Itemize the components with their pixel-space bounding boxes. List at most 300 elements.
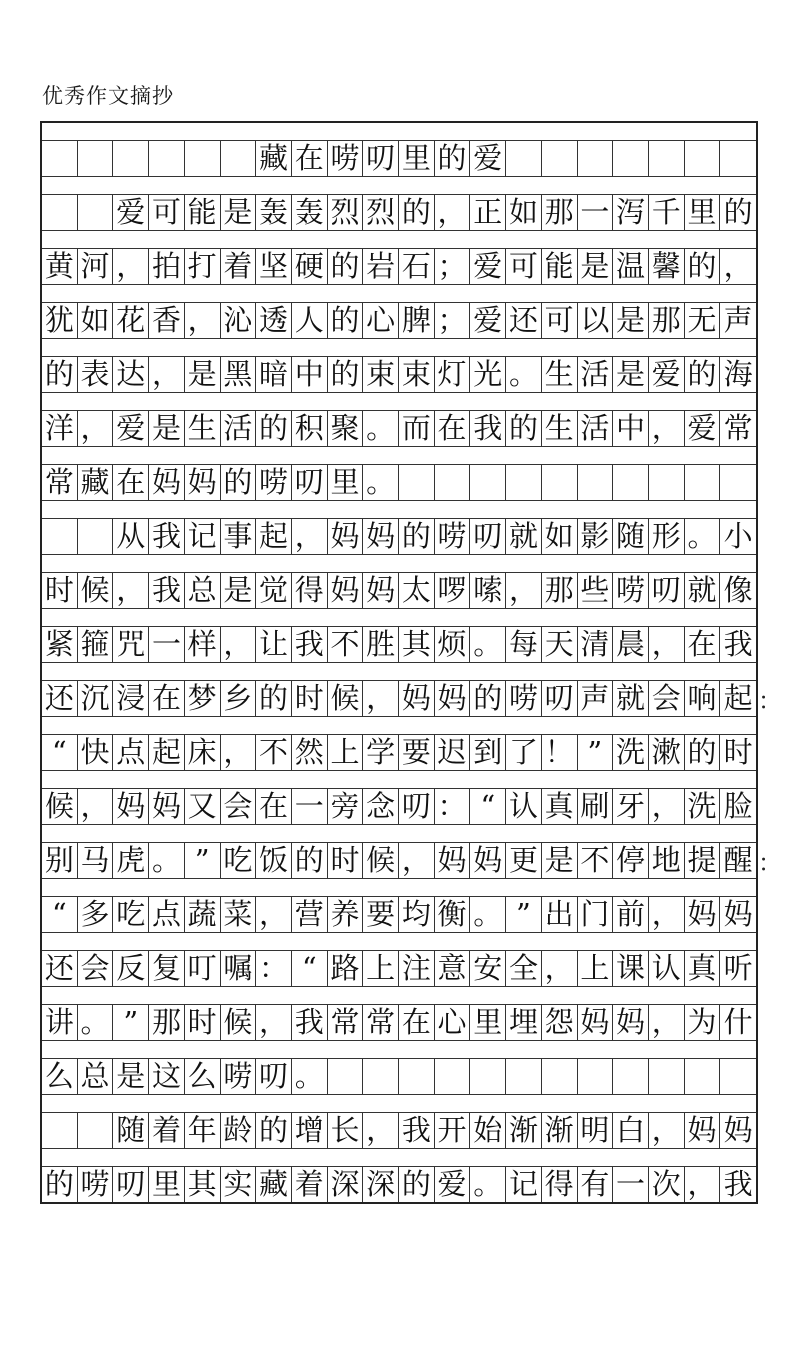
grid-cell: 就 bbox=[613, 680, 649, 716]
grid-cell: 里 bbox=[399, 140, 435, 176]
grid-cell: 妈 bbox=[685, 896, 721, 932]
grid-cell: 长 bbox=[328, 1112, 364, 1148]
grid-cell: 妈 bbox=[685, 1112, 721, 1148]
essay-line bbox=[42, 1149, 756, 1202]
grid-cell: 影 bbox=[578, 518, 614, 554]
grid-cell: 开 bbox=[435, 1112, 471, 1148]
grid-cell bbox=[42, 1112, 78, 1148]
grid-cell bbox=[363, 1058, 399, 1094]
grid-cell: 我 bbox=[292, 626, 328, 662]
grid-cell: 叨 bbox=[649, 572, 685, 608]
grid-cell: ， bbox=[113, 572, 149, 608]
grid-cell: 随 bbox=[613, 518, 649, 554]
grid-cell: 声 bbox=[578, 680, 614, 716]
grid-cell: 的 bbox=[292, 842, 328, 878]
grid-cell: 香 bbox=[149, 302, 185, 338]
grid-cell: 在 bbox=[149, 680, 185, 716]
grid-cell: 念 bbox=[363, 788, 399, 824]
grid-cell: 打 bbox=[185, 248, 221, 284]
grid-cell: 像 bbox=[723, 572, 753, 607]
grid-cell: 一 bbox=[613, 1166, 649, 1202]
grid-cell bbox=[435, 1058, 471, 1094]
grid-cell: ” bbox=[113, 1004, 149, 1040]
grid-cell: 爱 bbox=[470, 140, 506, 176]
grid-cell: 注 bbox=[399, 950, 435, 986]
grid-cell: 的 bbox=[328, 302, 364, 338]
grid-cell: 能 bbox=[542, 248, 578, 284]
grid-cell: 深 bbox=[363, 1166, 399, 1202]
grid-cell: ” bbox=[506, 896, 542, 932]
essay-line bbox=[42, 231, 756, 285]
grid-cell: 暗 bbox=[256, 356, 292, 392]
grid-cell: 马 bbox=[78, 842, 114, 878]
grid-cell: 常 bbox=[328, 1004, 364, 1040]
grid-cell: 这 bbox=[149, 1058, 185, 1094]
composition-grid-paper bbox=[40, 121, 782, 1204]
grid-cell: 叨 bbox=[470, 518, 506, 554]
grid-cell: 前 bbox=[613, 896, 649, 932]
grid-cell: 叨 bbox=[113, 1166, 149, 1202]
grid-cell: 时 bbox=[292, 680, 328, 716]
grid-cell: 形 bbox=[649, 518, 685, 554]
grid-cell bbox=[685, 464, 721, 500]
grid-cell: 紧 bbox=[42, 626, 78, 662]
grid-cell: 活 bbox=[221, 410, 257, 446]
grid-cell: ， bbox=[435, 194, 471, 230]
grid-cell: 么 bbox=[42, 1058, 78, 1094]
grid-cell bbox=[649, 140, 685, 176]
grid-cell: 如 bbox=[506, 194, 542, 230]
grid-cell: 得 bbox=[542, 1166, 578, 1202]
grid-cell: 在 bbox=[256, 788, 292, 824]
grid-cell: 吃 bbox=[113, 896, 149, 932]
grid-cell: 太 bbox=[399, 572, 435, 608]
grid-cell: 的 bbox=[42, 1166, 78, 1202]
grid-cell: 其 bbox=[399, 626, 435, 662]
grid-cell: 是 bbox=[149, 410, 185, 446]
grid-cell bbox=[685, 1058, 721, 1094]
grid-cell: 到 bbox=[470, 734, 506, 770]
grid-cell: 出 bbox=[542, 896, 578, 932]
grid-cell: 在 bbox=[113, 464, 149, 500]
grid-cell: 啰 bbox=[435, 572, 471, 608]
grid-cell: 犹 bbox=[42, 302, 78, 338]
grid-cell bbox=[578, 464, 614, 500]
grid-cell: 箍 bbox=[78, 626, 114, 662]
grid-cell: 妈 bbox=[328, 572, 364, 608]
grid-cell: 一 bbox=[292, 788, 328, 824]
grid-cell: 是 bbox=[613, 356, 649, 392]
grid-cell bbox=[328, 1058, 364, 1094]
grid-cell: 增 bbox=[292, 1112, 328, 1148]
grid-cell: 刷 bbox=[578, 788, 614, 824]
grid-cell: 课 bbox=[613, 950, 649, 986]
grid-cell: 蔬 bbox=[185, 896, 221, 932]
essay-line bbox=[42, 933, 756, 987]
grid-cell: 明 bbox=[578, 1112, 614, 1148]
grid-cell: 起 bbox=[723, 680, 753, 715]
grid-cell: 妈 bbox=[723, 1112, 753, 1147]
grid-cell: 河 bbox=[78, 248, 114, 284]
grid-cell: 地 bbox=[649, 842, 685, 878]
grid-cell: 妈 bbox=[723, 896, 753, 931]
grid-cell bbox=[720, 1058, 756, 1094]
grid-cell: 轰 bbox=[256, 194, 292, 230]
grid-cell bbox=[221, 140, 257, 176]
grid-cell: 白 bbox=[613, 1112, 649, 1148]
grid-cell bbox=[685, 140, 721, 176]
grid-cell: 妈 bbox=[185, 464, 221, 500]
essay-line bbox=[42, 879, 756, 933]
grid-cell: 。 bbox=[470, 1166, 506, 1202]
grid-cell: 醒 bbox=[723, 842, 753, 877]
grid-cell: ， bbox=[649, 788, 685, 824]
grid-cell: 活 bbox=[578, 356, 614, 392]
grid-cell: 能 bbox=[185, 194, 221, 230]
grid-cell bbox=[78, 1112, 114, 1148]
grid-cell: 花 bbox=[113, 302, 149, 338]
grid-cell: 的 bbox=[399, 1166, 435, 1202]
grid-cell: 积 bbox=[292, 410, 328, 446]
grid-cell: 年 bbox=[185, 1112, 221, 1148]
grid-cell: 拍 bbox=[149, 248, 185, 284]
grid-cell bbox=[542, 464, 578, 500]
grid-cell: 脸 bbox=[723, 788, 753, 823]
grid-cell: 上 bbox=[363, 950, 399, 986]
grid-cell: 上 bbox=[578, 950, 614, 986]
grid-cell: 妈 bbox=[328, 518, 364, 554]
grid-cell: 记 bbox=[506, 1166, 542, 1202]
grid-cell: 叨 bbox=[256, 1058, 292, 1094]
grid-cell: 的 bbox=[723, 194, 753, 229]
grid-cell: 实 bbox=[221, 1166, 257, 1202]
grid-cell: 晨 bbox=[613, 626, 649, 662]
grid-cell: 总 bbox=[185, 572, 221, 608]
grid-cell: 。 bbox=[149, 842, 185, 878]
grid-cell: 天 bbox=[542, 626, 578, 662]
grid-cell: 总 bbox=[78, 1058, 114, 1094]
grid-cell bbox=[613, 464, 649, 500]
grid-cell bbox=[613, 140, 649, 176]
grid-cell: 而 bbox=[399, 410, 435, 446]
grid-cell: 妈 bbox=[363, 572, 399, 608]
grid-cell: 床 bbox=[185, 734, 221, 770]
grid-cell: ， bbox=[506, 572, 542, 608]
grid-cell: 更 bbox=[506, 842, 542, 878]
grid-cell: 响 bbox=[685, 680, 721, 716]
grid-cell: 黄 bbox=[42, 248, 78, 284]
grid-cell: 点 bbox=[149, 896, 185, 932]
grid-cell: ， bbox=[542, 950, 578, 986]
grid-cell: 深 bbox=[328, 1166, 364, 1202]
grid-cell: 的 bbox=[42, 356, 78, 392]
grid-cell: 在 bbox=[685, 626, 721, 662]
grid-cell: 脾 bbox=[399, 302, 435, 338]
grid-cell: 就 bbox=[685, 572, 721, 608]
grid-cell bbox=[720, 464, 756, 500]
grid-cell: 认 bbox=[506, 788, 542, 824]
grid-cell: 那 bbox=[649, 302, 685, 338]
grid-cell: 岩 bbox=[363, 248, 399, 284]
grid-cell: 。 bbox=[506, 356, 542, 392]
grid-cell bbox=[506, 1058, 542, 1094]
grid-cell bbox=[649, 464, 685, 500]
grid-cell: 叮 bbox=[185, 950, 221, 986]
grid-cell: 叨 bbox=[399, 788, 435, 824]
grid-cell: 的 bbox=[685, 734, 721, 770]
essay-line bbox=[42, 501, 756, 555]
grid-cell: 时 bbox=[328, 842, 364, 878]
grid-cell: 。 bbox=[292, 1058, 328, 1094]
grid-cell: 记 bbox=[185, 518, 221, 554]
essay-line bbox=[42, 285, 756, 339]
grid-cell: 心 bbox=[363, 302, 399, 338]
grid-cell: 束 bbox=[399, 356, 435, 392]
grid-cell: 梦 bbox=[185, 680, 221, 716]
grid-cell: 全 bbox=[506, 950, 542, 986]
grid-cell: 我 bbox=[723, 1166, 753, 1201]
grid-cell: 些 bbox=[578, 572, 614, 608]
grid-cell: 快 bbox=[78, 734, 114, 770]
grid-cell: 在 bbox=[292, 140, 328, 176]
grid-cell: 的 bbox=[256, 1112, 292, 1148]
grid-cell: 学 bbox=[363, 734, 399, 770]
grid-cell: 么 bbox=[185, 1058, 221, 1094]
grid-cell: 妈 bbox=[613, 1004, 649, 1040]
grid-cell: 时 bbox=[42, 572, 78, 608]
essay-line bbox=[42, 987, 756, 1041]
grid-cell: 时 bbox=[723, 734, 753, 769]
grid-cell: 唠 bbox=[221, 1058, 257, 1094]
grid-cell: 我 bbox=[149, 572, 185, 608]
grid-cell: 怨 bbox=[542, 1004, 578, 1040]
grid-cell: 的 bbox=[328, 248, 364, 284]
grid-cell: 灯 bbox=[435, 356, 471, 392]
grid-cell: 还 bbox=[42, 950, 78, 986]
grid-cell: 可 bbox=[542, 302, 578, 338]
grid-cell: 里 bbox=[328, 464, 364, 500]
grid-cell: 洋 bbox=[42, 410, 78, 446]
grid-cell: 是 bbox=[221, 572, 257, 608]
grid-cell: 妈 bbox=[435, 842, 471, 878]
essay-line bbox=[42, 825, 782, 879]
grid-cell: 一 bbox=[149, 626, 185, 662]
grid-cell: 每 bbox=[506, 626, 542, 662]
grid-cell: 唠 bbox=[506, 680, 542, 716]
grid-cell: 妈 bbox=[113, 788, 149, 824]
grid-cell bbox=[399, 464, 435, 500]
grid-cell: 着 bbox=[149, 1112, 185, 1148]
grid-cell: 着 bbox=[221, 248, 257, 284]
grid-cell: 爱 bbox=[470, 302, 506, 338]
grid-cell: 在 bbox=[435, 410, 471, 446]
grid-cell: 埋 bbox=[506, 1004, 542, 1040]
grid-cell: 要 bbox=[399, 734, 435, 770]
grid-cell: 然 bbox=[292, 734, 328, 770]
grid-cell: 石 bbox=[399, 248, 435, 284]
grid-cell: 迟 bbox=[435, 734, 471, 770]
grid-cell: 声 bbox=[723, 302, 753, 337]
grid-cell: 心 bbox=[435, 1004, 471, 1040]
grid-cell: 真 bbox=[542, 788, 578, 824]
grid-cell: 吃 bbox=[221, 842, 257, 878]
grid-cell: 又 bbox=[185, 788, 221, 824]
grid-cell: 中 bbox=[613, 410, 649, 446]
grid-cell: ” bbox=[185, 842, 221, 878]
grid-cell: 漱 bbox=[649, 734, 685, 770]
grid-cell: 随 bbox=[113, 1112, 149, 1148]
essay-title-row bbox=[42, 123, 756, 177]
grid-cell: “ bbox=[292, 950, 328, 986]
grid-cell: 龄 bbox=[221, 1112, 257, 1148]
grid-cell bbox=[470, 464, 506, 500]
page-header: 优秀作文摘抄 bbox=[42, 84, 174, 108]
grid-cell: 为 bbox=[685, 1004, 721, 1040]
grid-cell: 要 bbox=[363, 896, 399, 932]
grid-cell: 安 bbox=[470, 950, 506, 986]
essay-line bbox=[42, 663, 782, 717]
grid-cell: 中 bbox=[292, 356, 328, 392]
grid-cell: ； bbox=[435, 248, 471, 284]
grid-cell: ！ bbox=[542, 734, 578, 770]
grid-cell: 点 bbox=[113, 734, 149, 770]
grid-cell bbox=[399, 1058, 435, 1094]
grid-cell: 爱 bbox=[435, 1166, 471, 1202]
grid-cell: ” bbox=[578, 734, 614, 770]
grid-cell: ， bbox=[363, 1112, 399, 1148]
grid-cell: 起 bbox=[256, 518, 292, 554]
grid-cell: 透 bbox=[256, 302, 292, 338]
grid-cell: 嘱 bbox=[221, 950, 257, 986]
grid-cell: 里 bbox=[685, 194, 721, 230]
grid-cell: 我 bbox=[399, 1112, 435, 1148]
grid-cell: 生 bbox=[542, 356, 578, 392]
grid-cell: 无 bbox=[685, 302, 721, 338]
grid-cell: “ bbox=[470, 788, 506, 824]
grid-cell bbox=[42, 194, 78, 230]
margin-punctuation: ： bbox=[758, 686, 782, 715]
grid-cell: 活 bbox=[578, 410, 614, 446]
grid-cell: ， bbox=[649, 410, 685, 446]
grid-cell: 烈 bbox=[363, 194, 399, 230]
grid-cell bbox=[542, 1058, 578, 1094]
grid-cell: 如 bbox=[542, 518, 578, 554]
grid-cell: 常 bbox=[363, 1004, 399, 1040]
grid-cell bbox=[506, 464, 542, 500]
grid-cell bbox=[78, 140, 114, 176]
grid-cell: 烦 bbox=[435, 626, 471, 662]
grid-cell: 不 bbox=[578, 842, 614, 878]
grid-cell: 可 bbox=[506, 248, 542, 284]
grid-cell: 妈 bbox=[578, 1004, 614, 1040]
grid-cell: 多 bbox=[78, 896, 114, 932]
grid-cell: 温 bbox=[613, 248, 649, 284]
grid-cell: 的 bbox=[256, 680, 292, 716]
grid-cell: 是 bbox=[542, 842, 578, 878]
margin-punctuation: ： bbox=[758, 848, 782, 877]
grid-cell: 藏 bbox=[256, 140, 292, 176]
grid-cell: 有 bbox=[578, 1166, 614, 1202]
grid-cell: 。 bbox=[363, 410, 399, 446]
grid-cell: 藏 bbox=[78, 464, 114, 500]
grid-cell: 叨 bbox=[363, 140, 399, 176]
grid-cell bbox=[78, 518, 114, 554]
grid-cell: 如 bbox=[78, 302, 114, 338]
grid-cell: 沁 bbox=[221, 302, 257, 338]
grid-cell bbox=[470, 1058, 506, 1094]
grid-cell: 人 bbox=[292, 302, 328, 338]
grid-cell: 。 bbox=[78, 1004, 114, 1040]
grid-cell bbox=[435, 464, 471, 500]
grid-cell: 候 bbox=[78, 572, 114, 608]
grid-cell: 千 bbox=[649, 194, 685, 230]
essay-line bbox=[42, 609, 756, 663]
grid-cell: 就 bbox=[506, 518, 542, 554]
grid-cell: 浸 bbox=[113, 680, 149, 716]
grid-cell: ， bbox=[685, 1166, 721, 1202]
grid-cell: 意 bbox=[435, 950, 471, 986]
grid-cell: 那 bbox=[542, 194, 578, 230]
grid-cell bbox=[42, 518, 78, 554]
grid-cell: 。 bbox=[685, 518, 721, 554]
grid-cell: 妈 bbox=[149, 464, 185, 500]
grid-cell: ， bbox=[221, 626, 257, 662]
grid-cell: 爱 bbox=[470, 248, 506, 284]
essay-line bbox=[42, 555, 756, 609]
grid-cell: 我 bbox=[292, 1004, 328, 1040]
grid-cell: 我 bbox=[723, 626, 753, 661]
grid-cell: 养 bbox=[328, 896, 364, 932]
grid-cell: 样 bbox=[185, 626, 221, 662]
grid-cell: 我 bbox=[470, 410, 506, 446]
grid-cell: 均 bbox=[399, 896, 435, 932]
grid-cell: 在 bbox=[399, 1004, 435, 1040]
grid-cell: 起 bbox=[149, 734, 185, 770]
grid-cell bbox=[542, 140, 578, 176]
grid-cell: 妈 bbox=[399, 680, 435, 716]
grid-cell: 别 bbox=[42, 842, 78, 878]
grid-cell: “ bbox=[42, 896, 78, 932]
grid-cell: ： bbox=[435, 788, 471, 824]
grid-cell bbox=[578, 140, 614, 176]
grid-cell bbox=[42, 140, 78, 176]
grid-cell: 着 bbox=[292, 1166, 328, 1202]
grid-cell: 妈 bbox=[149, 788, 185, 824]
grid-cell: 一 bbox=[578, 194, 614, 230]
grid-cell: 时 bbox=[185, 1004, 221, 1040]
grid-cell: 唠 bbox=[78, 1166, 114, 1202]
grid-cell: ， bbox=[113, 248, 149, 284]
grid-cell: ， bbox=[292, 518, 328, 554]
grid-cell: 的 bbox=[506, 410, 542, 446]
grid-cell: 的 bbox=[399, 518, 435, 554]
grid-cell: 是 bbox=[613, 302, 649, 338]
essay-line bbox=[42, 771, 756, 825]
grid-cell: 上 bbox=[328, 734, 364, 770]
grid-cell bbox=[578, 1058, 614, 1094]
grid-cell: 还 bbox=[506, 302, 542, 338]
grid-cell: 硬 bbox=[292, 248, 328, 284]
grid-cell: 达 bbox=[113, 356, 149, 392]
essay-line bbox=[42, 717, 756, 771]
grid-cell: 还 bbox=[42, 680, 78, 716]
grid-cell: 爱 bbox=[113, 410, 149, 446]
grid-cell bbox=[113, 140, 149, 176]
grid-cell: 真 bbox=[685, 950, 721, 986]
grid-cell bbox=[149, 140, 185, 176]
grid-cell: 妈 bbox=[363, 518, 399, 554]
grid-cell: 唠 bbox=[613, 572, 649, 608]
